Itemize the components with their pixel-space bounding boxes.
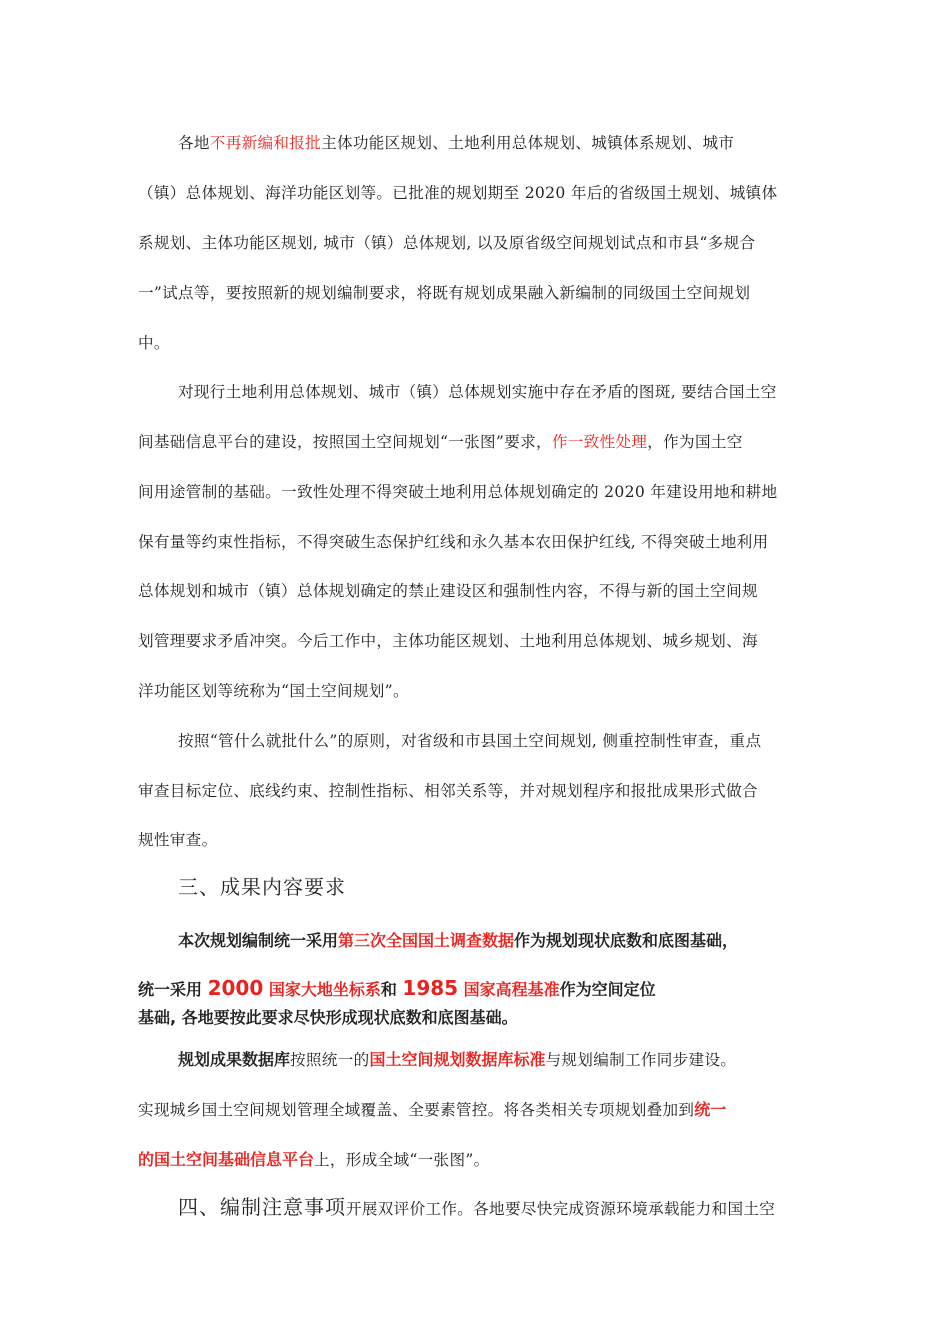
highlight-text: 作一致性处理 <box>551 433 648 451</box>
highlight-text: 不再新编和报批 <box>209 134 322 152</box>
text-span: 作为规划现状底数和底图基础， <box>514 931 739 950</box>
highlight-text: 的国土空间基础信息平台 <box>138 1150 315 1169</box>
section3-heading: 三、成果内容要求 <box>178 875 346 899</box>
text-span: 本次规划编制统一采用 <box>178 931 339 950</box>
text-span: 和 <box>380 980 403 999</box>
text-span: 开展双评价工作。各地要尽快完成资源环境承载能力和国土空 <box>346 1200 776 1218</box>
para5-line1 <box>178 1049 736 1071</box>
para2-line3: 间用途管制的基础。一致性处理不得突破土地利用总体规划确定的 2020 年建设用地和耕地 <box>138 483 778 501</box>
highlight-number: 2000 <box>207 976 264 1000</box>
section4-line <box>178 1196 775 1220</box>
para1-line1 <box>178 132 734 154</box>
text-span: 各地 <box>178 134 210 152</box>
para5-line3 <box>138 1149 490 1171</box>
text-span: 统一采用 <box>138 980 208 999</box>
para4-line3: 基础, 各地要按此要求尽快形成现状底数和底图基础。 <box>138 1008 518 1027</box>
text-span: 按照统一的 <box>290 1051 370 1069</box>
highlight-text: 统一 <box>694 1100 727 1119</box>
para1-line4: 一”试点等，要按照新的规划编制要求，将既有规划成果融入新编制的同级国土空间规划 <box>138 284 751 302</box>
para2-line6: 划管理要求矛盾冲突。今后工作中，主体功能区规划、土地利用总体规划、城乡规划、海 <box>138 632 758 650</box>
highlight-text: 国家大地坐标系 <box>263 980 381 999</box>
highlight-text: 国家高程基准 <box>458 980 560 999</box>
para1-line2: （镇）总体规划、海洋功能区划等。已批准的规划期至 2020 年后的省级国土规划、城镇体 <box>138 184 778 202</box>
para4-line1 <box>178 930 738 952</box>
text-span: 作为空间定位 <box>559 980 656 999</box>
para3-line1: 按照“管什么就批什么”的原则，对省级和市县国土空间规划, 侧重控制性审查，重点 <box>178 732 762 750</box>
highlight-text: 国土空间规划数据库标准 <box>369 1050 546 1069</box>
para2-line5: 总体规划和城市（镇）总体规划确定的禁止建设区和强制性内容，不得与新的国土空间规 <box>138 582 758 600</box>
para2-line2 <box>138 431 743 453</box>
para3-line3: 规性审查。 <box>138 831 218 849</box>
para3-line2: 审查目标定位、底线约束、控制性指标、相邻关系等，并对规划程序和报批成果形式做合 <box>138 782 758 800</box>
para2-line4: 保有量等约束性指标，不得突破生态保护红线和永久基本农田保护红线, 不得突破土地利用 <box>138 533 769 551</box>
text-span: 主体功能区规划、土地利用总体规划、城镇体系规划、城市 <box>321 134 735 152</box>
para2-line7: 洋功能区划等统称为“国土空间规划”。 <box>138 682 409 700</box>
highlight-text: 第三次全国国土调查数据 <box>338 931 515 950</box>
bold-text: 规划成果数据库 <box>178 1050 291 1069</box>
text-span: ，作为国土空 <box>647 433 743 451</box>
para1-line5: 中。 <box>138 334 170 352</box>
highlight-number: 1985 <box>402 976 459 1000</box>
text-span: 实现城乡国土空间规划管理全域覆盖、全要素管控。将各类相关专项规划叠加到 <box>138 1101 695 1119</box>
para1-line3: 系规划、主体功能区规划, 城市（镇）总体规划, 以及原省级空间规划试点和市县“多规合 <box>138 234 756 252</box>
text-span: 与规划编制工作同步建设。 <box>545 1051 737 1069</box>
para4-line2 <box>138 977 656 1001</box>
para2-line1: 对现行土地利用总体规划、城市（镇）总体规划实施中存在矛盾的图斑, 要结合国土空 <box>178 383 777 401</box>
section4-heading: 四、编制注意事项 <box>178 1195 346 1219</box>
text-span: 间基础信息平台的建设，按照国土空间规划“一张图”要求， <box>138 433 552 451</box>
para5-line2 <box>138 1099 726 1121</box>
text-span: 上，形成全域“一张图”。 <box>314 1151 490 1169</box>
